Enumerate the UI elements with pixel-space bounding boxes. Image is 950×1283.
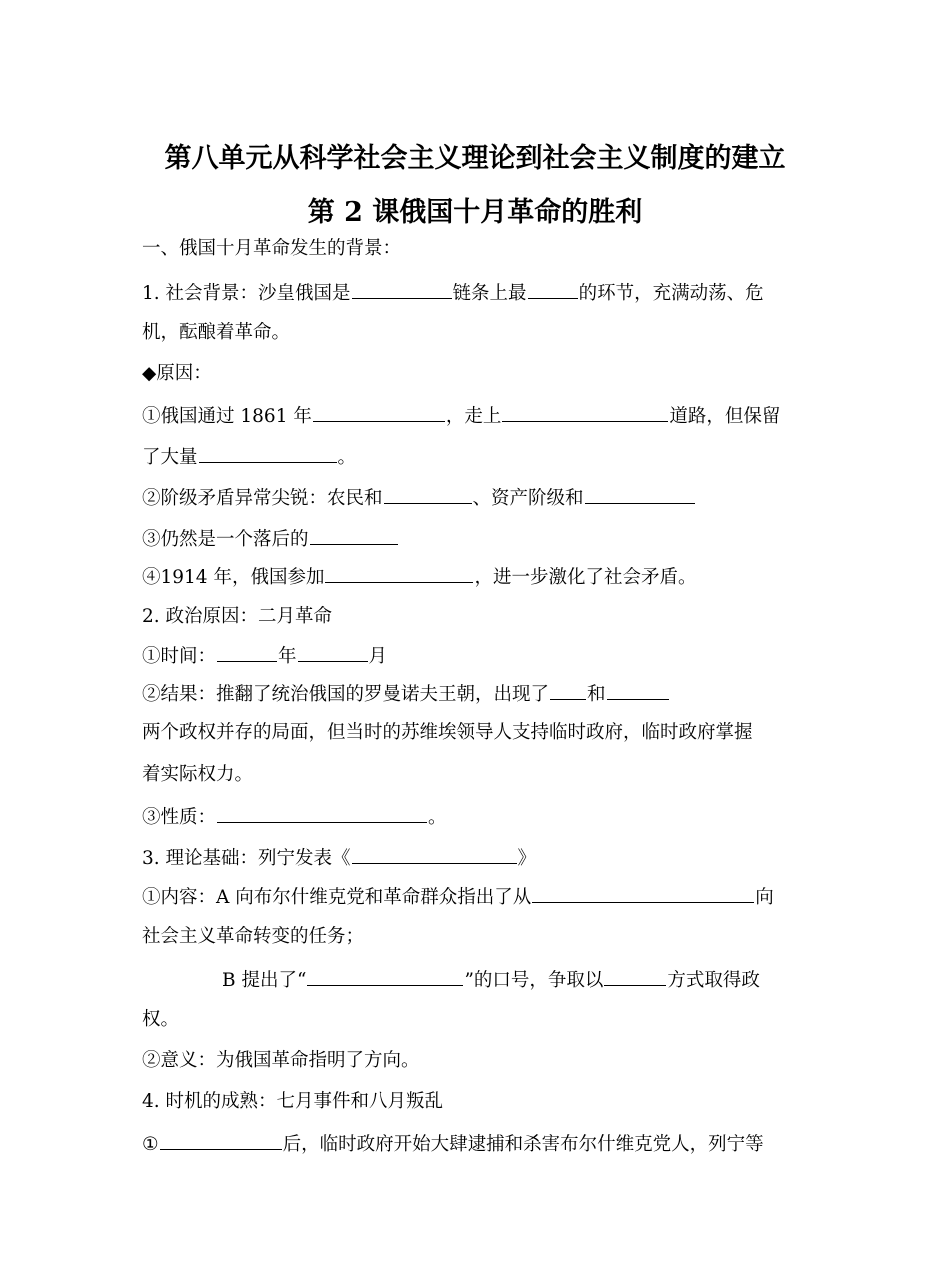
line-text: ，走上	[445, 406, 502, 427]
line-text: 。	[337, 447, 357, 468]
fill-in-blank[interactable]	[307, 966, 463, 986]
line-text: ①时间：	[142, 646, 217, 667]
fill-in-blank[interactable]	[217, 642, 277, 662]
line-text: ①俄国通过 1861 年	[142, 406, 312, 427]
line-text: ③仍然是一个落后的	[142, 529, 309, 550]
fill-in-blank[interactable]	[298, 642, 368, 662]
fill-in-blank[interactable]	[310, 525, 398, 545]
line-text: ，进一步激化了社会矛盾。	[474, 567, 697, 588]
fill-in-blank[interactable]	[313, 402, 445, 422]
line-text: 1. 社会背景：沙皇俄国是	[142, 283, 351, 304]
line-text: 的环节，充满动荡、危	[578, 283, 764, 304]
line-text: ”的口号，争取以	[464, 970, 604, 991]
line-text: 后，临时政府开始大肆逮捕和杀害布尔什维克党人，列宁等	[282, 1134, 764, 1155]
line-text: B 提出了“	[222, 970, 307, 991]
line-text: 了大量	[142, 447, 198, 468]
line-text: 月	[368, 646, 388, 667]
text-line	[142, 680, 670, 708]
line-text: 》	[517, 848, 537, 869]
line-text: 4. 时机的成熟：七月事件和八月叛乱	[142, 1091, 444, 1112]
line-text: ②结果：推翻了统治俄国的罗曼诺夫王朝，出现了	[142, 684, 550, 705]
line-text: 两个政权并存的局面，但当时的苏维埃领导人支持临时政府，临时政府掌握	[142, 722, 753, 743]
text-line	[142, 402, 780, 430]
line-text: 道路，但保留	[669, 406, 781, 427]
text-line	[142, 320, 290, 346]
text-line	[142, 762, 253, 788]
fill-in-blank[interactable]	[352, 279, 452, 299]
fill-in-blank[interactable]	[532, 883, 754, 903]
text-line	[142, 484, 696, 512]
text-line	[142, 883, 774, 911]
fill-in-blank[interactable]	[217, 803, 427, 823]
line-text: 权。	[142, 1009, 180, 1030]
text-line	[142, 563, 696, 591]
line-text: 机，酝酿着革命。	[142, 322, 291, 343]
fill-in-blank[interactable]	[160, 1130, 282, 1150]
text-line	[142, 1089, 443, 1115]
fill-in-blank[interactable]	[384, 484, 472, 504]
fill-in-blank[interactable]	[604, 966, 666, 986]
line-text: ②意义：为俄国革命指明了方向。	[142, 1050, 420, 1071]
text-line	[222, 966, 760, 994]
fill-in-blank[interactable]	[550, 680, 586, 700]
fill-in-blank[interactable]	[528, 279, 578, 299]
text-line	[142, 720, 753, 746]
line-text: 和	[587, 684, 606, 705]
fill-in-blank[interactable]	[607, 680, 669, 700]
fill-in-blank[interactable]	[585, 484, 695, 504]
fill-in-blank[interactable]	[352, 844, 517, 864]
line-text: ②阶级矛盾异常尖锐：农民和	[142, 488, 383, 509]
text-line	[142, 844, 536, 872]
line-text: 3. 理论基础：列宁发表《	[142, 848, 351, 869]
line-text: 。	[428, 807, 447, 828]
line-text: ③性质：	[142, 807, 217, 828]
text-line	[142, 279, 764, 307]
text-line	[142, 604, 332, 630]
fill-in-blank[interactable]	[502, 402, 668, 422]
text-line	[142, 1007, 179, 1033]
fill-in-blank[interactable]	[199, 443, 337, 463]
line-text: ◆原因：	[142, 363, 212, 384]
line-text: 年	[278, 646, 297, 667]
lesson-title: 第 2 课俄国十月革命的胜利	[307, 197, 643, 228]
text-line	[142, 236, 401, 262]
line-text: 2. 政治原因：二月革命	[142, 606, 333, 627]
line-text: ①内容：A 向布尔什维克党和革命群众指出了从	[142, 887, 532, 908]
text-line	[142, 361, 212, 387]
line-text: 方式取得政	[667, 970, 760, 991]
line-text: 向	[755, 887, 774, 908]
text-line	[142, 803, 447, 831]
line-text: 社会主义革命转变的任务；	[142, 926, 365, 947]
text-line	[142, 924, 364, 950]
line-text: 、资产阶级和	[472, 488, 584, 509]
text-line	[142, 525, 399, 553]
unit-title: 第八单元从科学社会主义理论到社会主义制度的建立	[164, 143, 786, 174]
text-line	[142, 443, 356, 471]
line-text: ④1914 年，俄国参加	[142, 567, 325, 588]
line-text: 着实际权力。	[142, 764, 254, 785]
fill-in-blank[interactable]	[325, 563, 473, 583]
text-line	[142, 1130, 764, 1158]
line-text: ①	[142, 1134, 159, 1155]
text-line	[142, 642, 387, 670]
line-text: 链条上最	[452, 283, 527, 304]
text-line	[142, 1048, 420, 1074]
line-text: 一、俄国十月革命发生的背景：	[142, 238, 402, 259]
